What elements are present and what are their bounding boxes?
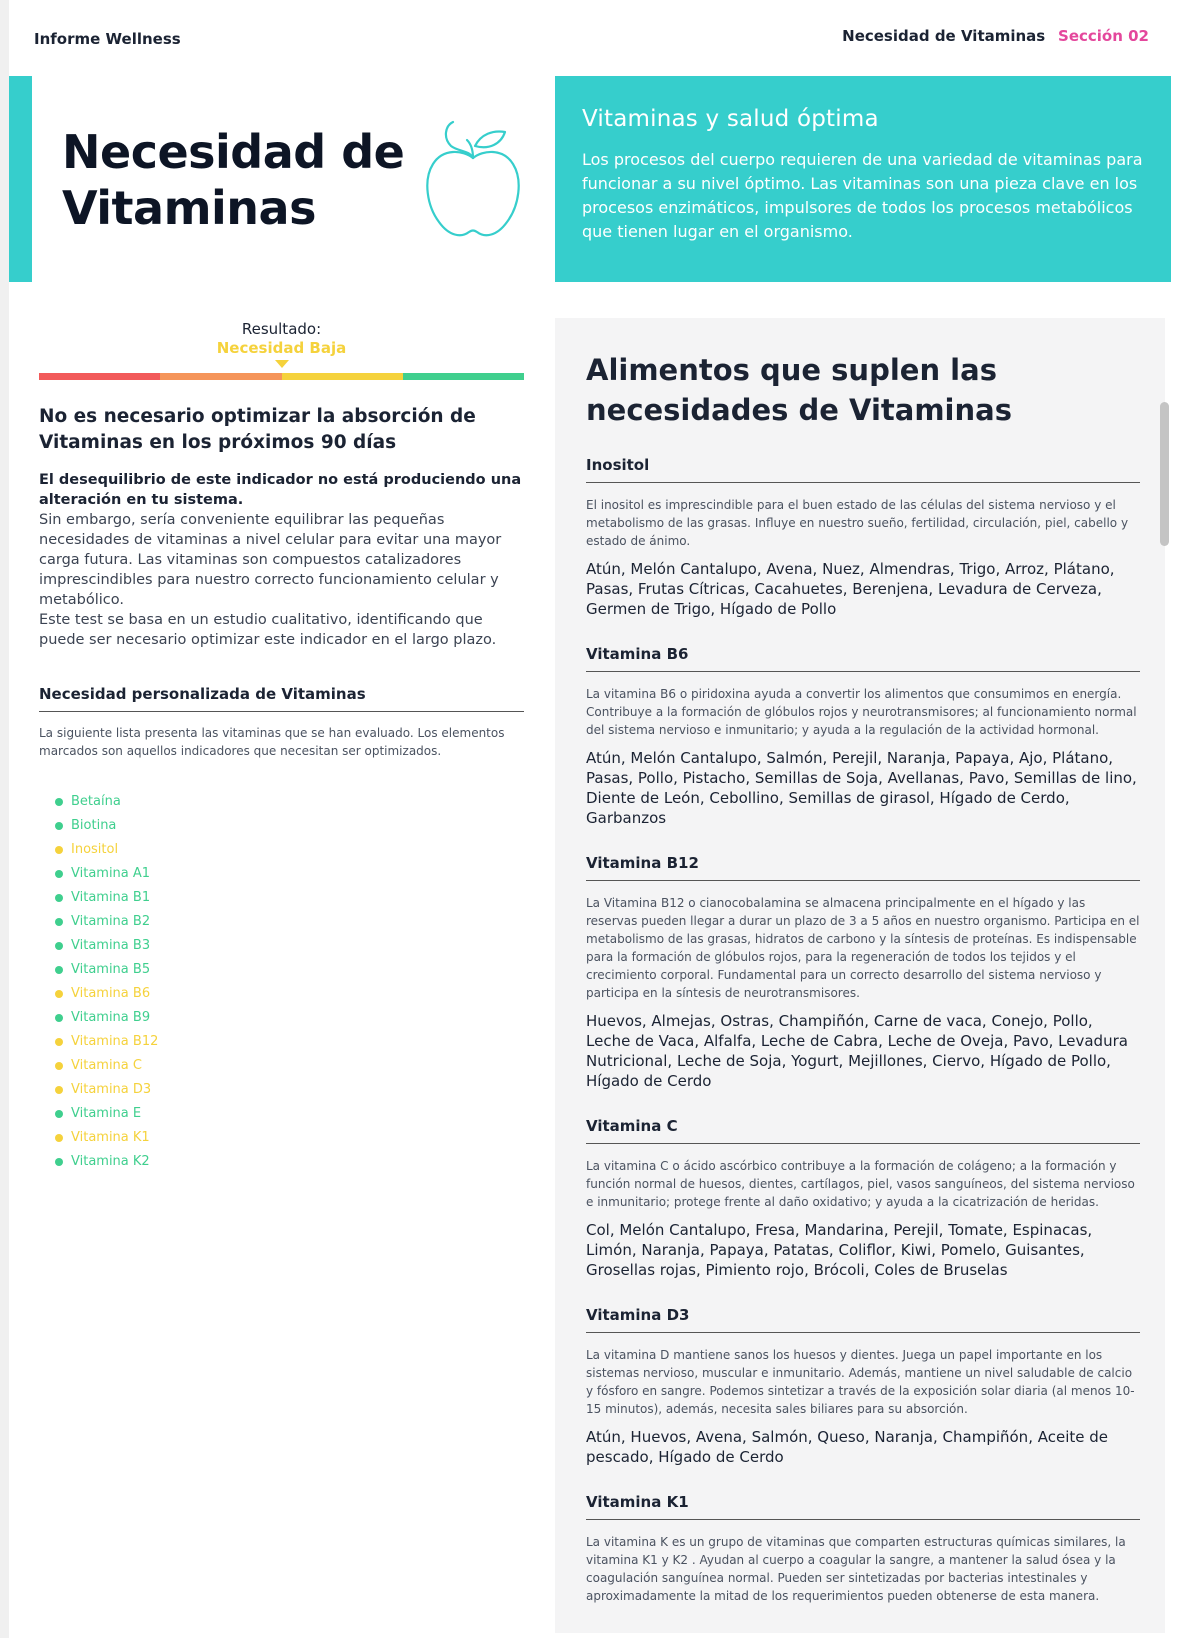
hero-title-card: [9, 76, 545, 282]
vitamin-list-item: [55, 1150, 524, 1174]
status-dot-icon: [55, 798, 63, 806]
vitamin-label: Vitamina B1: [71, 890, 151, 905]
vitamin-label: Vitamina D3: [71, 1082, 152, 1097]
left-column: [39, 320, 524, 1174]
scrollbar-thumb[interactable]: [1160, 402, 1169, 546]
vitamin-list-item: [55, 910, 524, 934]
scale-segment-4: [403, 373, 524, 380]
status-dot-icon: [55, 966, 63, 974]
status-dot-icon: [55, 1062, 63, 1070]
vitamin-label: Vitamina B9: [71, 1010, 151, 1025]
vitamin-label: Vitamina B12: [71, 1034, 159, 1049]
scale-segment-2: [160, 373, 281, 380]
vitamin-list-item: [55, 886, 524, 910]
result-label: Resultado:: [241, 320, 322, 338]
food-block: [586, 1306, 1140, 1467]
top-bar: [9, 0, 1179, 74]
food-block-list: Atún, Melón Cantalupo, Avena, Nuez, Almendras, Trigo, Arroz, Plátano, Pasas, Frutas Cítricas, Cacahuetes, Berenjena, Levadura de Cerveza, Germen de Trigo, Hígado de Pollo: [586, 560, 1115, 618]
vitamin-list-item: [55, 1054, 524, 1078]
vitamin-list-item: [55, 814, 524, 838]
header-section-number: Sección 02: [1058, 27, 1149, 45]
foods-title: Alimentos que suplen las necesidades de Vitaminas: [586, 353, 1012, 427]
status-dot-icon: [55, 1086, 63, 1094]
status-dot-icon: [55, 942, 63, 950]
brand-title: Informe Wellness: [34, 30, 181, 48]
vitamin-label: Biotina: [71, 818, 117, 833]
status-dot-icon: [55, 1014, 63, 1022]
vitamin-label: Inositol: [71, 842, 119, 857]
vitamin-label: Vitamina B3: [71, 938, 151, 953]
food-block-title: Vitamina K1: [586, 1493, 1140, 1520]
vitamin-list-item: [55, 982, 524, 1006]
summary-heading: No es necesario optimizar la absorción de Vitaminas en los próximos 90 días: [39, 406, 476, 453]
status-dot-icon: [55, 918, 63, 926]
vitamin-label: Vitamina B5: [71, 962, 151, 977]
hero-info-card: [555, 76, 1171, 282]
food-block-title: Vitamina B12: [586, 854, 1140, 881]
header-section-title: Necesidad de Vitaminas: [842, 27, 1046, 45]
status-dot-icon: [55, 894, 63, 902]
vitamin-label: Vitamina K2: [71, 1154, 150, 1169]
vitamin-label: Vitamina B2: [71, 914, 151, 929]
personal-title: Necesidad personalizada de Vitaminas: [39, 685, 524, 712]
status-dot-icon: [55, 870, 63, 878]
summary-text-1: Sin embargo, sería conveniente equilibrar las pequeñas necesidades de vitaminas a nivel celular para evitar una mayor carga futura. Las vitaminas son compuestos catalizadores imprescindibles para nuestro correcto funcionamiento celular y metabólico.: [39, 512, 502, 608]
status-dot-icon: [55, 1158, 63, 1166]
status-dot-icon: [55, 990, 63, 998]
vitamin-list-item: [55, 862, 524, 886]
vitamin-list-item: [55, 838, 524, 862]
food-block-list: Huevos, Almejas, Ostras, Champiñón, Carne de vaca, Conejo, Pollo, Leche de Vaca, Alfalfa, Leche de Cabra, Leche de Oveja, Pavo, Levadura Nutricional, Leche de Soja, Yogurt, Mejillones, Ciervo, Hígado de Pollo, Hígado de Cerdo: [586, 1012, 1128, 1090]
food-block: [586, 645, 1140, 828]
food-block-desc: La Vitamina B12 o cianocobalamina se almacena principalmente en el hígado y las reservas pueden llegar a durar un plazo de 3 a 5 años en nuestro organismo. Participa en el metabolismo de las grasas, hidratos de carbono y la síntesis de proteínas. Es indispensable para la formación de glóbulos rojos, para la regeneración de todos los tejidos y el crecimiento corporal. Fundamental para un correcto desarrollo del sistema nervioso y participa en la síntesis de neurotransmisores.: [586, 896, 1140, 1000]
header-right: [842, 27, 1149, 45]
food-block-desc: La vitamina B6 o piridoxina ayuda a convertir los alimentos que consumimos en energía. Contribuye a la formación de glóbulos rojos y neurotransmisores; al funcionamiento normal del sistema nervioso e inmunitario; y ayuda a la regulación de la actividad hormonal.: [586, 687, 1137, 737]
status-dot-icon: [55, 1038, 63, 1046]
food-block-list: Atún, Huevos, Avena, Salmón, Queso, Naranja, Champiñón, Aceite de pescado, Hígado de Cerdo: [586, 1428, 1108, 1466]
food-block-title: Inositol: [586, 456, 1140, 483]
status-dot-icon: [55, 1134, 63, 1142]
info-text: Los procesos del cuerpo requieren de una variedad de vitaminas para funcionar a su nivel óptimo. Las vitaminas son una pieza clave en los procesos enzimáticos, impulsores de todos los procesos metabólicos que tienen lugar en el organismo.: [582, 150, 1143, 241]
vitamin-list-item: [55, 790, 524, 814]
result-marker: [275, 360, 289, 368]
vitamin-list-item: [55, 1078, 524, 1102]
result-indicator: [39, 320, 524, 380]
result-value: Necesidad Baja: [216, 339, 347, 357]
page-edge: [0, 0, 9, 1638]
result-scale: [39, 373, 524, 380]
vitamin-label: Betaína: [71, 794, 121, 809]
info-title: Vitaminas y salud óptima: [582, 106, 879, 132]
vitamin-list-item: [55, 958, 524, 982]
vitamin-label: Vitamina E: [71, 1106, 142, 1121]
foods-panel: [555, 318, 1165, 1633]
food-block: [586, 1117, 1140, 1280]
vitamin-list-item: [55, 934, 524, 958]
personal-desc: La siguiente lista presenta las vitaminas que se han evaluado. Los elementos marcados son aquellos indicadores que necesitan ser optimizados.: [39, 726, 505, 758]
status-dot-icon: [55, 846, 63, 854]
vitamin-list-item: [55, 1006, 524, 1030]
food-block-desc: La vitamina C o ácido ascórbico contribuye a la formación de colágeno; a la formación y función normal de huesos, dientes, cartílagos, piel, vasos sanguíneos, del sistema nervioso e inmunitario; protege frente al daño oxidativo; y ayuda a la cicatrización de heridas.: [586, 1159, 1135, 1209]
vitamin-label: Vitamina C: [71, 1058, 142, 1073]
vitamin-label: Vitamina K1: [71, 1130, 150, 1145]
food-block-title: Vitamina D3: [586, 1306, 1140, 1333]
food-block: [586, 1493, 1140, 1605]
scale-segment-3: [282, 373, 403, 380]
vitamin-list-item: [55, 1126, 524, 1150]
foods-content: [586, 350, 1140, 1605]
food-block-desc: La vitamina D mantiene sanos los huesos y dientes. Juega un papel importante en los sistemas nervioso, muscular e inmunitario. Además, mantiene un nivel saludable de calcio y fósforo en sangre. Podemos sintetizar a través de la exposición solar diaria (al menos 10-15 minutos), además, necesita sales biliares para su absorción.: [586, 1348, 1135, 1416]
vitamin-label: Vitamina B6: [71, 986, 151, 1001]
food-block-list: Col, Melón Cantalupo, Fresa, Mandarina, Perejil, Tomate, Espinacas, Limón, Naranja, Papaya, Patatas, Coliflor, Kiwi, Pomelo, Guisantes, Grosellas rojas, Pimiento rojo, Brócoli, Coles de Bruselas: [586, 1221, 1093, 1279]
summary-bold: El desequilibrio de este indicador no está produciendo una alteración en tu sistema.: [39, 472, 522, 508]
hero-accent-bar: [9, 76, 32, 282]
page-title: Necesidad de Vitaminas: [62, 125, 405, 235]
scale-segment-1: [39, 373, 160, 380]
food-block: [586, 456, 1140, 619]
food-block-desc: La vitamina K es un grupo de vitaminas que comparten estructuras químicas similares, la vitamina K1 y K2 . Ayudan al cuerpo a coagular la sangre, a mantener la salud ósea y la coagulación sanguínea normal. Pueden ser sintetizadas por bacterias intestinales y aproximadamente la mitad de los requerimientos pueden obtenerse de esta manera.: [586, 1535, 1126, 1603]
status-dot-icon: [55, 1110, 63, 1118]
food-block-title: Vitamina B6: [586, 645, 1140, 672]
vitamin-list-item: [55, 1030, 524, 1054]
food-block-list: Atún, Melón Cantalupo, Salmón, Perejil, Naranja, Papaya, Ajo, Plátano, Pasas, Pollo, Pistacho, Semillas de Soja, Avellanas, Pavo, Semillas de lino, Diente de León, Cebollino, Semillas de girasol, Hígado de Cerdo, Garbanzos: [586, 749, 1137, 827]
vitamin-label: Vitamina A1: [71, 866, 151, 881]
vitamin-list: [39, 790, 524, 1174]
summary-text-2: Este test se basa en un estudio cualitativo, identificando que puede ser necesario optimizar este indicador en el largo plazo.: [39, 612, 497, 648]
apple-icon: [423, 120, 523, 242]
food-block-desc: El inositol es imprescindible para el buen estado de las células del sistema nervioso y el metabolismo de las grasas. Influye en nuestro sueño, fertilidad, circulación, piel, cabello y estado de ánimo.: [586, 498, 1129, 548]
food-block-title: Vitamina C: [586, 1117, 1140, 1144]
vitamin-list-item: [55, 1102, 524, 1126]
food-block: [586, 854, 1140, 1091]
status-dot-icon: [55, 822, 63, 830]
